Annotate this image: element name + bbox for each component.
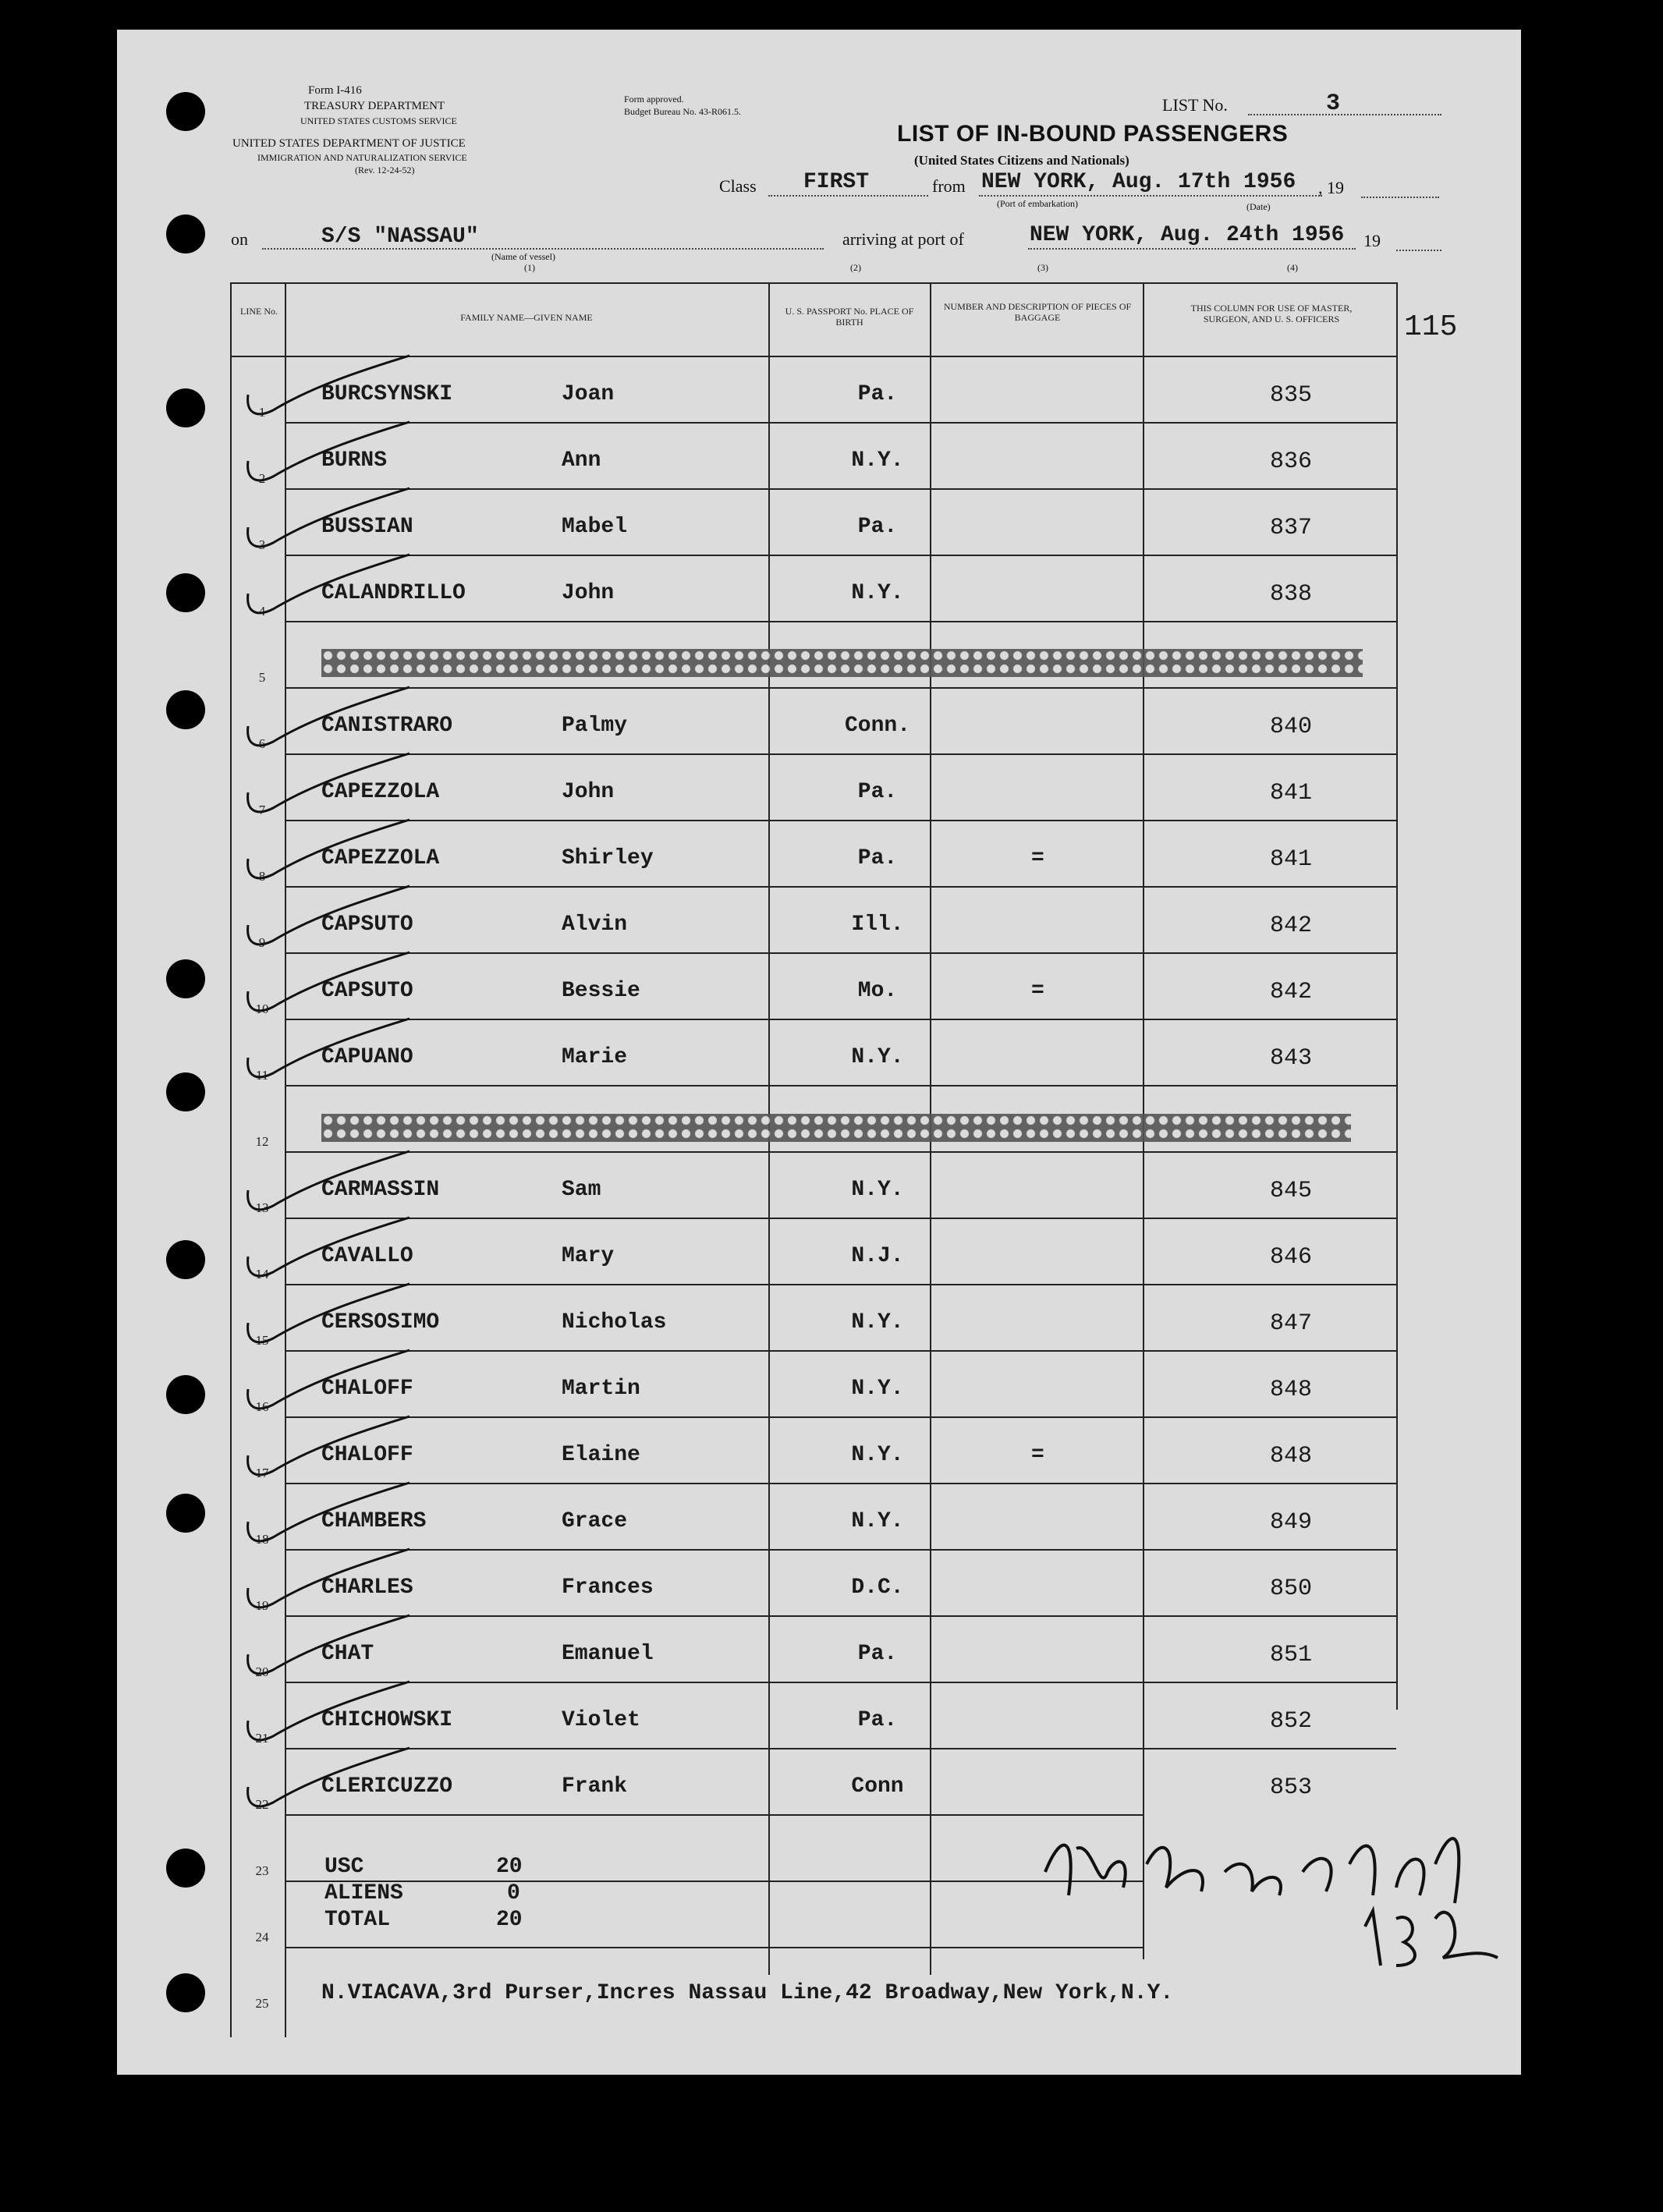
punch-hole <box>166 1240 205 1279</box>
line-number: 21 <box>255 1731 269 1746</box>
punch-hole <box>166 214 205 253</box>
line-number: 24 <box>255 1930 269 1944</box>
family-name: CHICHOWSKI <box>321 1708 453 1732</box>
given-name: Frank <box>562 1774 628 1799</box>
family-name: CHALOFF <box>321 1443 413 1467</box>
given-name: Shirley <box>562 846 654 870</box>
given-name: John <box>562 581 615 605</box>
from-year-suffix: , 19 <box>1318 178 1344 197</box>
row-divider <box>285 1151 1396 1153</box>
family-name: CAPSUTO <box>321 979 413 1003</box>
punch-hole <box>166 1375 205 1414</box>
officer-number: 842 <box>1270 979 1313 1005</box>
row-divider <box>285 488 1396 490</box>
place-of-birth: Mo. <box>857 979 898 1003</box>
place-of-birth: Ill. <box>851 913 904 937</box>
list-number: 3 <box>1326 90 1341 117</box>
officer-number: 838 <box>1270 581 1313 608</box>
check-mark <box>242 1732 421 1826</box>
baggage: = <box>1031 846 1044 870</box>
given-name: Emanuel <box>562 1642 654 1666</box>
table-top-border <box>230 282 1396 284</box>
given-name: Ann <box>562 448 601 473</box>
check-mark <box>242 539 421 633</box>
given-name: Marie <box>562 1045 628 1069</box>
punch-hole <box>166 1072 205 1111</box>
family-name: CAPSUTO <box>321 913 413 937</box>
place-of-birth: Pa. <box>857 382 898 406</box>
punch-hole <box>166 388 205 427</box>
given-name: Grace <box>562 1509 628 1533</box>
dept-treasury-sub: UNITED STATES CUSTOMS SERVICE <box>300 115 457 126</box>
line-number: 2 <box>258 471 266 486</box>
col2-number: (2) <box>850 262 861 273</box>
row-divider <box>285 1682 1396 1683</box>
signature-note <box>1388 1880 1392 1881</box>
place-of-birth: Pa. <box>857 1642 898 1666</box>
class-value: FIRST <box>803 170 870 194</box>
family-name: CHARLES <box>321 1576 413 1600</box>
baggage: = <box>1031 979 1044 1003</box>
line-number: 23 <box>255 1863 269 1878</box>
arriving-year-underline <box>1396 250 1441 251</box>
given-name: John <box>562 780 615 804</box>
dept-treasury: TREASURY DEPARTMENT <box>304 100 445 112</box>
officer-number: 845 <box>1270 1178 1313 1204</box>
struck-row-12 <box>321 1114 1351 1142</box>
row-divider <box>285 1748 1396 1749</box>
officer-number: 852 <box>1270 1708 1313 1735</box>
family-name: BUSSIAN <box>321 515 413 539</box>
family-name: CAPEZZOLA <box>321 780 440 804</box>
line-number: 10 <box>255 1001 269 1016</box>
row-divider <box>285 422 1396 424</box>
line-number: 9 <box>258 935 266 950</box>
dept-justice: UNITED STATES DEPARTMENT OF JUSTICE <box>232 137 466 150</box>
punch-hole <box>166 573 205 612</box>
row-divider <box>285 1615 1396 1617</box>
place-of-birth: N.Y. <box>851 448 904 473</box>
family-name: CANISTRARO <box>321 714 453 738</box>
row-divider <box>285 621 1396 622</box>
page-title: LIST OF IN-BOUND PASSENGERS <box>897 121 1289 147</box>
punch-hole <box>166 92 205 131</box>
row-divider <box>285 886 1396 888</box>
year-underline <box>1361 197 1439 198</box>
row-divider <box>285 1881 1143 1882</box>
place-of-birth: N.Y. <box>851 1377 904 1401</box>
class-underline <box>768 195 928 197</box>
usc-label: USC <box>324 1855 364 1879</box>
line-number: 13 <box>255 1200 269 1215</box>
officer-number: 841 <box>1270 780 1313 806</box>
check-mark <box>242 1003 421 1097</box>
total-value: 20 <box>496 1908 523 1932</box>
family-name: CHAT <box>321 1642 374 1666</box>
officer-signature <box>1030 1817 1513 1973</box>
line-number: 7 <box>258 803 266 817</box>
page-number: 115 <box>1404 310 1458 344</box>
given-name: Martin <box>562 1377 640 1401</box>
date-caption: (Date) <box>1246 201 1271 212</box>
line-number: 15 <box>255 1333 269 1348</box>
officer-number: 835 <box>1270 382 1313 409</box>
officer-number: 837 <box>1270 515 1313 541</box>
from-underline <box>979 195 1322 197</box>
usc-value: 20 <box>496 1855 523 1879</box>
officer-number: 846 <box>1270 1244 1313 1271</box>
row-divider <box>285 1218 1396 1219</box>
struck-row-5 <box>321 649 1363 677</box>
line-number: 18 <box>255 1532 269 1547</box>
place-of-birth: N.Y. <box>851 581 904 605</box>
from-label: from <box>932 176 966 196</box>
row-divider <box>285 1549 1396 1551</box>
given-name: Bessie <box>562 979 640 1003</box>
port-embarkation-caption: (Port of embarkation) <box>997 198 1078 209</box>
given-name: Violet <box>562 1708 640 1732</box>
family-name: BURCSYNSKI <box>321 382 453 406</box>
vessel-name: S/S "NASSAU" <box>321 225 479 249</box>
line-number: 22 <box>255 1797 269 1812</box>
family-name: CAPEZZOLA <box>321 846 440 870</box>
place-of-birth: N.Y. <box>851 1178 904 1202</box>
punch-hole <box>166 959 205 998</box>
family-name: CALANDRILLO <box>321 581 466 605</box>
family-name: CHAMBERS <box>321 1509 427 1533</box>
officer-number: 842 <box>1270 913 1313 939</box>
row-divider <box>285 1947 1143 1948</box>
header-officers: THIS COLUMN FOR USE OF MASTER, SURGEON, AND U. S. OFFICERS <box>1190 303 1353 324</box>
place-of-birth: Pa. <box>857 846 898 870</box>
vessel-col-number: (1) <box>524 262 535 273</box>
given-name: Palmy <box>562 714 628 738</box>
row-divider <box>285 1019 1396 1020</box>
given-name: Alvin <box>562 913 628 937</box>
row-divider <box>285 820 1396 821</box>
arriving-underline <box>1028 248 1356 250</box>
place-of-birth: N.Y. <box>851 1310 904 1335</box>
place-of-birth: Conn. <box>844 714 910 738</box>
on-label: on <box>231 229 248 249</box>
row-divider <box>285 1350 1396 1352</box>
place-of-birth: Pa. <box>857 515 898 539</box>
given-name: Joan <box>562 382 615 406</box>
line-number: 1 <box>258 405 266 420</box>
line-number: 4 <box>258 604 266 619</box>
given-name: Nicholas <box>562 1310 667 1335</box>
place-of-birth: N.Y. <box>851 1509 904 1533</box>
row-divider <box>285 753 1396 755</box>
col4-number: (4) <box>1287 262 1298 273</box>
officer-number: 851 <box>1270 1642 1313 1668</box>
row-divider <box>285 1483 1396 1484</box>
header-baggage: NUMBER AND DESCRIPTION OF PIECES OF BAGGAGE <box>943 301 1132 323</box>
place-of-birth: N.J. <box>851 1244 904 1268</box>
officer-number: 849 <box>1270 1509 1313 1536</box>
row-divider <box>285 1085 1396 1087</box>
place-of-birth: Pa. <box>857 780 898 804</box>
baggage: = <box>1031 1443 1044 1467</box>
row-divider <box>285 1416 1396 1418</box>
row-divider <box>285 687 1396 689</box>
total-label: TOTAL <box>324 1908 391 1932</box>
class-label: Class <box>719 176 757 196</box>
row-divider <box>285 952 1396 954</box>
officer-number: 850 <box>1270 1576 1313 1602</box>
family-name: CAVALLO <box>321 1244 413 1268</box>
line-number: 12 <box>255 1134 269 1149</box>
budget-bureau: Budget Bureau No. 43-R061.5. <box>624 106 741 117</box>
punch-hole <box>166 1973 205 2012</box>
place-of-birth: N.Y. <box>851 1443 904 1467</box>
line-number: 6 <box>258 736 266 751</box>
officer-number: 843 <box>1270 1045 1313 1072</box>
line-number: 14 <box>255 1267 269 1281</box>
place-of-birth: N.Y. <box>851 1045 904 1069</box>
family-name: CERSOSIMO <box>321 1310 440 1335</box>
punch-hole <box>166 690 205 729</box>
given-name: Mabel <box>562 515 628 539</box>
family-name: CAPUANO <box>321 1045 413 1069</box>
dept-justice-sub: IMMIGRATION AND NATURALIZATION SERVICE <box>257 152 467 163</box>
page-subtitle: (United States Citizens and Nationals) <box>914 153 1129 168</box>
officer-number: 853 <box>1270 1774 1313 1801</box>
line-number: 11 <box>255 1068 269 1083</box>
table-right-border <box>1396 282 1398 1710</box>
family-name: BURNS <box>321 448 388 473</box>
list-underline <box>1248 114 1441 115</box>
officer-number: 836 <box>1270 448 1313 475</box>
header-line-no: LINE No. <box>240 306 278 317</box>
row-divider <box>285 555 1396 556</box>
family-name: CHALOFF <box>321 1377 413 1401</box>
aliens-label: ALIENS <box>324 1881 403 1905</box>
officer-number: 847 <box>1270 1310 1313 1337</box>
header-passport: U. S. PASSPORT No. PLACE OF BIRTH <box>785 306 914 328</box>
line-number: 20 <box>255 1664 269 1679</box>
punch-hole <box>166 1494 205 1533</box>
officer-number: 848 <box>1270 1443 1313 1469</box>
line-number: 3 <box>258 537 266 552</box>
arriving-year-suffix: 19 <box>1363 231 1381 250</box>
arriving-label: arriving at port of <box>842 229 964 249</box>
vessel-caption: (Name of vessel) <box>491 251 555 262</box>
purser-footer: N.VIACAVA,3rd Purser,Incres Nassau Line,42 Broadway,New York,N.Y. <box>321 1981 1174 2005</box>
line-number: 17 <box>255 1466 269 1480</box>
list-label: LIST No. <box>1162 95 1228 115</box>
from-value: NEW YORK, Aug. 17th 1956 <box>981 170 1296 194</box>
row-divider <box>285 1284 1396 1285</box>
place-of-birth: D.C. <box>851 1576 904 1600</box>
officer-number: 841 <box>1270 846 1313 873</box>
given-name: Frances <box>562 1576 654 1600</box>
line-number: 5 <box>258 670 266 685</box>
aliens-value: 0 <box>507 1881 520 1905</box>
form-number: Form I-416 <box>308 84 362 97</box>
header-name: FAMILY NAME—GIVEN NAME <box>460 312 593 323</box>
family-name: CARMASSIN <box>321 1178 440 1202</box>
line-number: 8 <box>258 869 266 884</box>
arriving-value: NEW YORK, Aug. 24th 1956 <box>1030 223 1345 247</box>
family-name: CLERICUZZO <box>321 1774 453 1799</box>
place-of-birth: Conn <box>851 1774 904 1799</box>
col3-number: (3) <box>1037 262 1048 273</box>
punch-hole <box>166 1849 205 1888</box>
revision: (Rev. 12-24-52) <box>355 165 415 175</box>
table-left-border <box>230 282 232 2037</box>
line-number: 16 <box>255 1399 269 1414</box>
place-of-birth: Pa. <box>857 1708 898 1732</box>
line-number: 25 <box>255 1996 269 2011</box>
given-name: Sam <box>562 1178 601 1202</box>
line-number: 19 <box>255 1598 269 1613</box>
form-approved: Form approved. <box>624 94 684 105</box>
given-name: Elaine <box>562 1443 640 1467</box>
officer-number: 848 <box>1270 1377 1313 1403</box>
officer-number: 840 <box>1270 714 1313 740</box>
given-name: Mary <box>562 1244 615 1268</box>
